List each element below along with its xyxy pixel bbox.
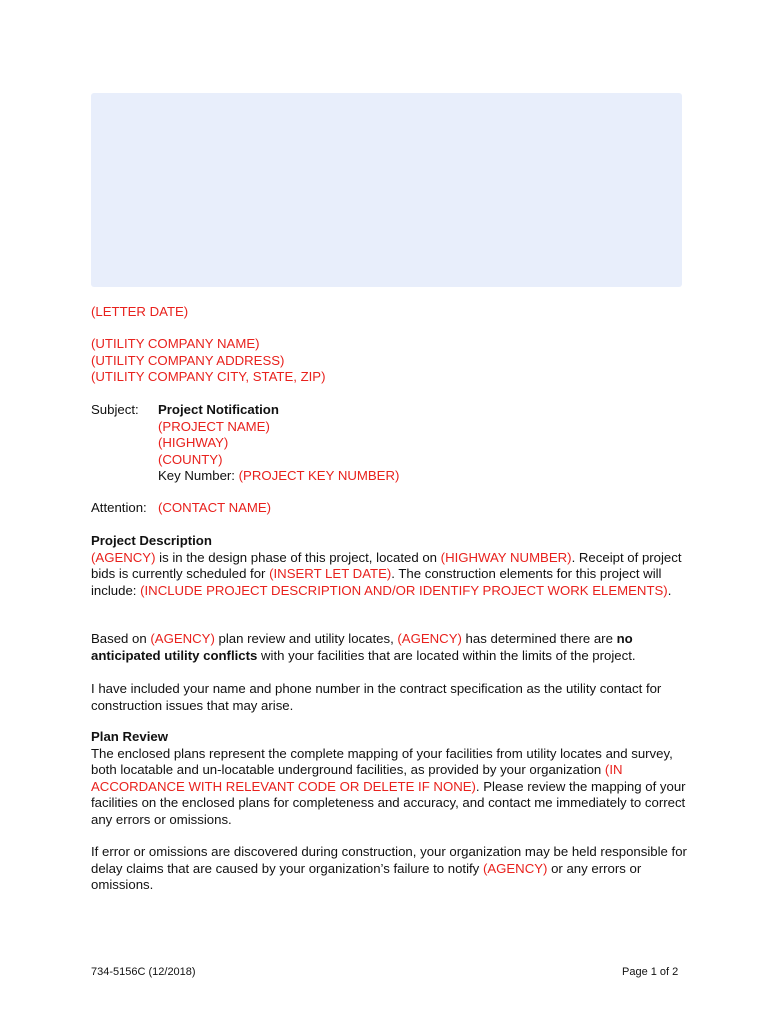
text-run: is in the design phase of this project, located on xyxy=(155,549,441,565)
project-description-heading: Project Description xyxy=(91,533,212,548)
project-elements-placeholder: (INCLUDE PROJECT DESCRIPTION AND/OR IDENTIFY PROJECT WORK ELEMENTS) xyxy=(140,582,668,598)
let-date-placeholder: (INSERT LET DATE) xyxy=(269,566,392,581)
attention-label: Attention: xyxy=(91,500,147,515)
text-run: The enclosed plans represent the complete mapping of your facilities from utility locates and survey, both locatable and un-locatable underground facilities, as provided by your organization xyxy=(91,745,673,777)
subject-label: Subject: xyxy=(91,402,139,417)
text-run: . Receipt of project bids is currently scheduled for xyxy=(91,549,682,581)
code-placeholder: (IN ACCORDANCE WITH RELEVANT CODE OR DELETE IF NONE) xyxy=(91,762,623,794)
recipient-company-name: (UTILITY COMPANY NAME) xyxy=(91,336,260,351)
subject-highway: (HIGHWAY) xyxy=(158,435,229,450)
text-run: . xyxy=(667,582,672,598)
plan-review-paragraph xyxy=(91,746,691,829)
text-run: plan review and utility locates, xyxy=(214,631,398,646)
subject-key-number-line xyxy=(158,468,399,485)
text-run: Based on xyxy=(91,631,151,646)
text-run: has determined there are xyxy=(461,631,617,646)
agency-placeholder: (AGENCY) xyxy=(91,549,156,565)
recipient-company-address: (UTILITY COMPANY ADDRESS) xyxy=(91,352,285,368)
form-number: 734-5156C (12/2018) xyxy=(91,966,196,978)
letter-date: (LETTER DATE) xyxy=(91,304,189,319)
contact-paragraph: I have included your name and phone number in the contract specification as the utility contact for construction issues that may arise. xyxy=(91,681,662,713)
subject-lines xyxy=(158,402,399,485)
text-run: If error or omissions are discovered during construction, your organization may be held responsible for delay claims that are caused by your organization’s failure to notify xyxy=(91,844,687,876)
plan-review-heading: Plan Review xyxy=(91,729,168,744)
project-description-section xyxy=(91,533,691,599)
subject-block xyxy=(91,402,691,485)
subject-county: (COUNTY) xyxy=(158,451,223,467)
conflicts-paragraph xyxy=(91,631,691,664)
plan-review-section xyxy=(91,729,691,828)
key-number-value: (PROJECT KEY NUMBER) xyxy=(238,468,400,483)
page-number: Page 1 of 2 xyxy=(622,966,679,978)
attention-contact: (CONTACT NAME) xyxy=(158,500,272,515)
no-conflicts-emphasis: no anticipated utility conflicts xyxy=(91,631,633,663)
subject-title: Project Notification xyxy=(158,402,279,417)
recipient-city-state-zip: (UTILITY COMPANY CITY, STATE, ZIP) xyxy=(91,369,326,384)
text-run: or any errors or omissions. xyxy=(91,860,642,892)
project-description-paragraph xyxy=(91,550,691,600)
agency-placeholder: (AGENCY) xyxy=(150,631,215,646)
subject-project-name: (PROJECT NAME) xyxy=(158,418,270,434)
text-run: . Please review the mapping of your facilities on the enclosed plans for completeness and accuracy, and contact me immediately to correct any errors or omissions. xyxy=(91,778,686,827)
text-run: with your facilities that are located within the limits of the project. xyxy=(257,647,636,663)
key-number-label: Key Number: xyxy=(158,468,235,483)
text-run: . The construction elements for this project will include: xyxy=(91,566,662,598)
errors-paragraph xyxy=(91,844,691,894)
letterhead-placeholder-box xyxy=(91,93,682,287)
attention-line xyxy=(91,500,691,517)
agency-placeholder: (AGENCY) xyxy=(397,631,462,646)
agency-placeholder: (AGENCY) xyxy=(482,860,548,876)
highway-number-placeholder: (HIGHWAY NUMBER) xyxy=(440,549,572,565)
recipient-address-block xyxy=(91,336,691,386)
